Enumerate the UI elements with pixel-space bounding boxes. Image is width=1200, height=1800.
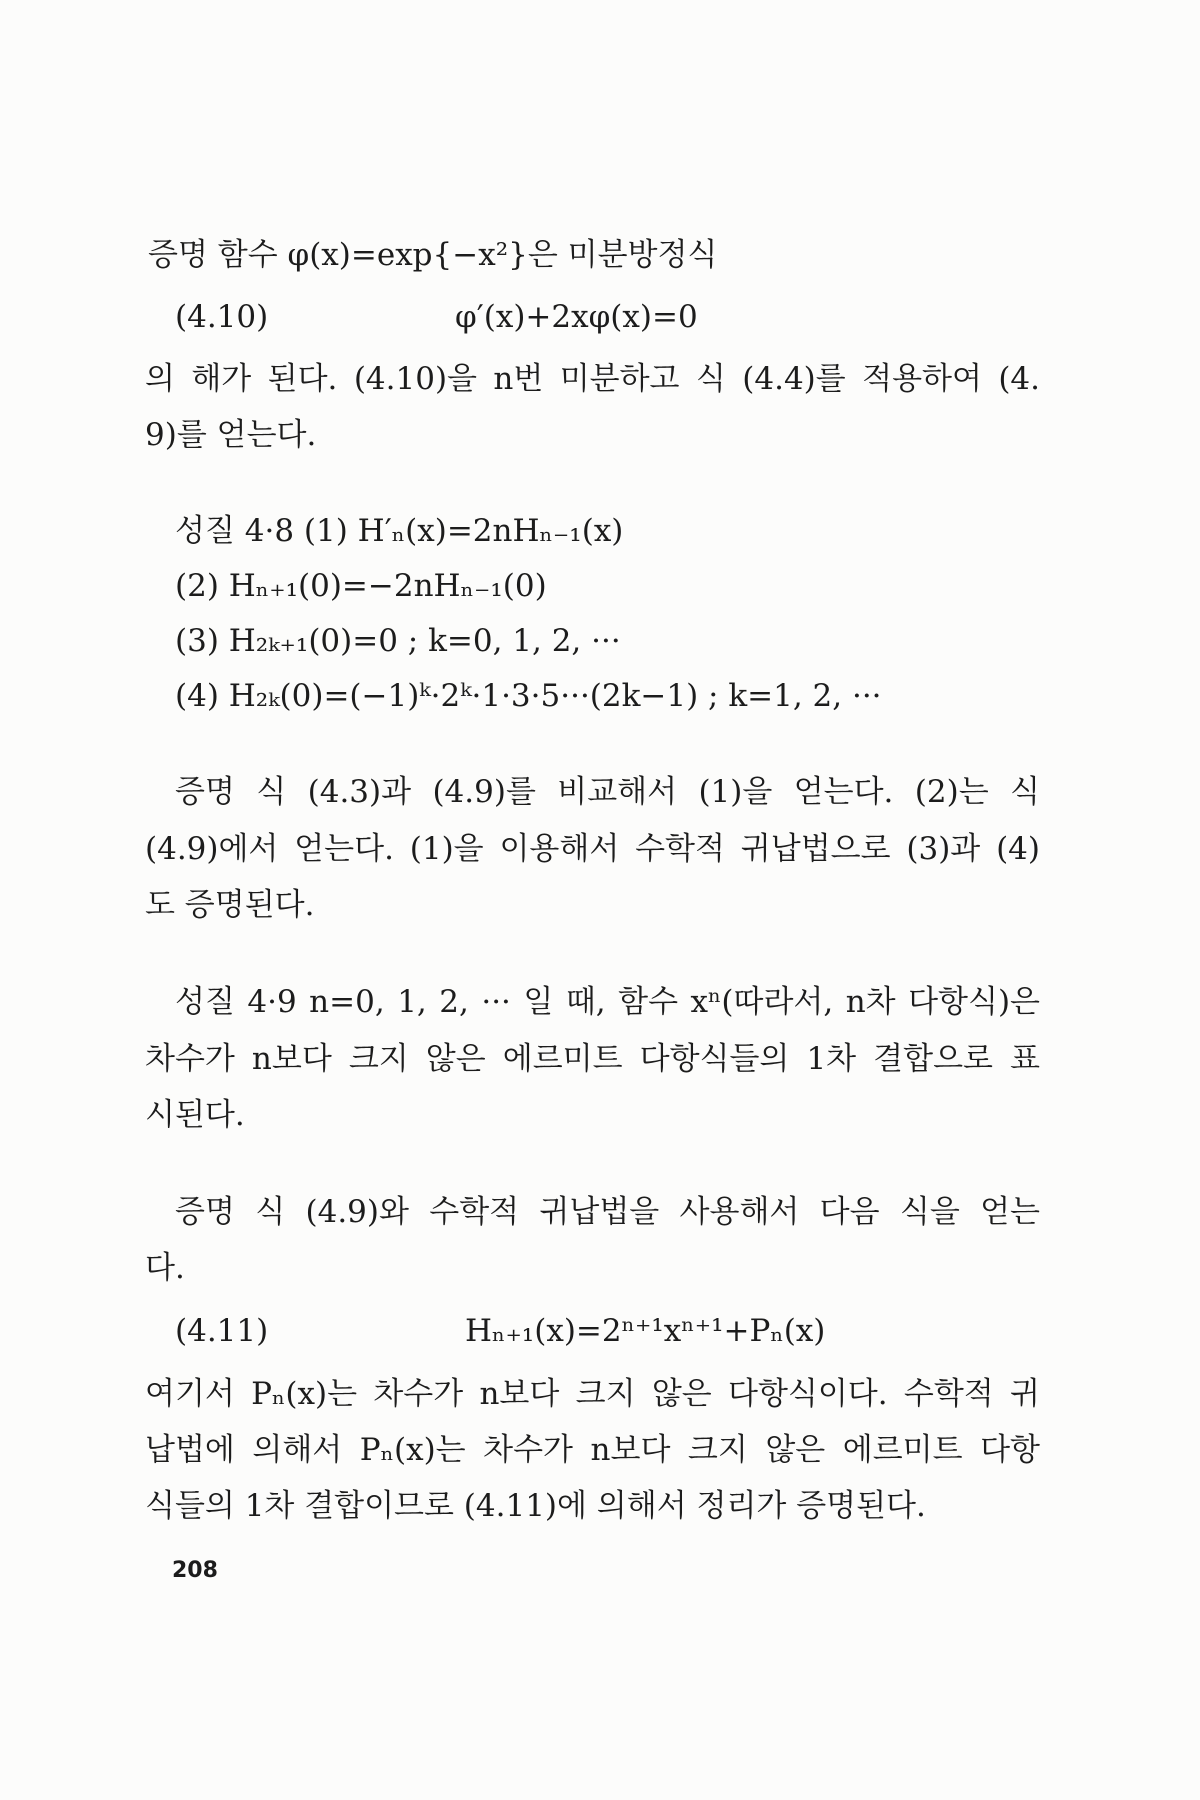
paragraph-line: [0, 1087, 1200, 1143]
paragraph-line: [0, 1240, 1200, 1296]
property-item: [0, 558, 1200, 614]
text-line: 납법에 의해서 Pₙ(x)는 차수가 n보다 크지 않은 에르미트 다항: [145, 1432, 1040, 1468]
equation-4-10: [0, 289, 1200, 345]
paragraph-line: [0, 1478, 1200, 1534]
text-line: 도 증명된다.: [145, 887, 315, 923]
equation-number: (4.11): [175, 1313, 269, 1349]
text-line: 여기서 Pₙ(x)는 차수가 n보다 크지 않은 다항식이다. 수학적 귀: [145, 1376, 1040, 1412]
page-number: 208: [172, 1558, 218, 1583]
paragraph-line: [0, 1366, 1200, 1422]
text-line: 증명 식 (4.9)와 수학적 귀납법을 사용해서 다음 식을 얻는: [175, 1194, 1040, 1230]
text-line: 의 해가 된다. (4.10)을 n번 미분하고 식 (4.4)를 적용하여 (4.: [145, 361, 1040, 397]
text-line: (2) Hₙ₊₁(0)=−2nHₙ₋₁(0): [175, 568, 547, 604]
paragraph-line: [0, 764, 1200, 820]
text-line: 차수가 n보다 크지 않은 에르미트 다항식들의 1차 결합으로 표: [145, 1041, 1040, 1077]
paragraph-line: [0, 351, 1200, 407]
paragraph-line: [0, 1184, 1200, 1240]
text-line: 성질 4·9 n=0, 1, 2, ··· 일 때, 함수 xⁿ(따라서, n차 다항식)은: [175, 984, 1040, 1020]
equation-4-11: [0, 1303, 1200, 1359]
text-line: 9)를 얻는다.: [145, 417, 317, 453]
paragraph-line: [0, 407, 1200, 463]
property-4-9-heading: [0, 974, 1200, 1030]
text-line: (4) H₂ₖ(0)=(−1)ᵏ·2ᵏ·1·3·5···(2k−1) ; k=1, 2, ···: [175, 678, 882, 714]
property-item: [0, 613, 1200, 669]
text-line: 식들의 1차 결합이므로 (4.11)에 의해서 정리가 증명된다.: [145, 1488, 926, 1524]
equation-body: φ′(x)+2xφ(x)=0: [455, 299, 698, 335]
paragraph-line: [0, 877, 1200, 933]
property-4-8-heading: [0, 503, 1200, 559]
text-line: 다.: [145, 1250, 185, 1286]
paragraph-line: [0, 1031, 1200, 1087]
paragraph-line: [0, 821, 1200, 877]
proof-4-7-intro: [0, 227, 1200, 283]
paragraph-line: [0, 1422, 1200, 1478]
text-line: (4.9)에서 얻는다. (1)을 이용해서 수학적 귀납법으로 (3)과 (4): [145, 831, 1040, 867]
text-line: 증명 식 (4.3)과 (4.9)를 비교해서 (1)을 얻는다. (2)는 식: [175, 774, 1040, 810]
text-line: 시된다.: [145, 1097, 245, 1133]
property-item: [0, 668, 1200, 724]
equation-body: Hₙ₊₁(x)=2ⁿ⁺¹xⁿ⁺¹+Pₙ(x): [465, 1313, 826, 1349]
text-line: (3) H₂ₖ₊₁(0)=0 ; k=0, 1, 2, ···: [175, 623, 621, 659]
text-line: 성질 4·8 (1) H′ₙ(x)=2nHₙ₋₁(x): [175, 513, 624, 549]
text-line: 증명 함수 φ(x)=exp{−x²}은 미분방정식: [148, 237, 718, 273]
equation-number: (4.10): [175, 299, 269, 335]
